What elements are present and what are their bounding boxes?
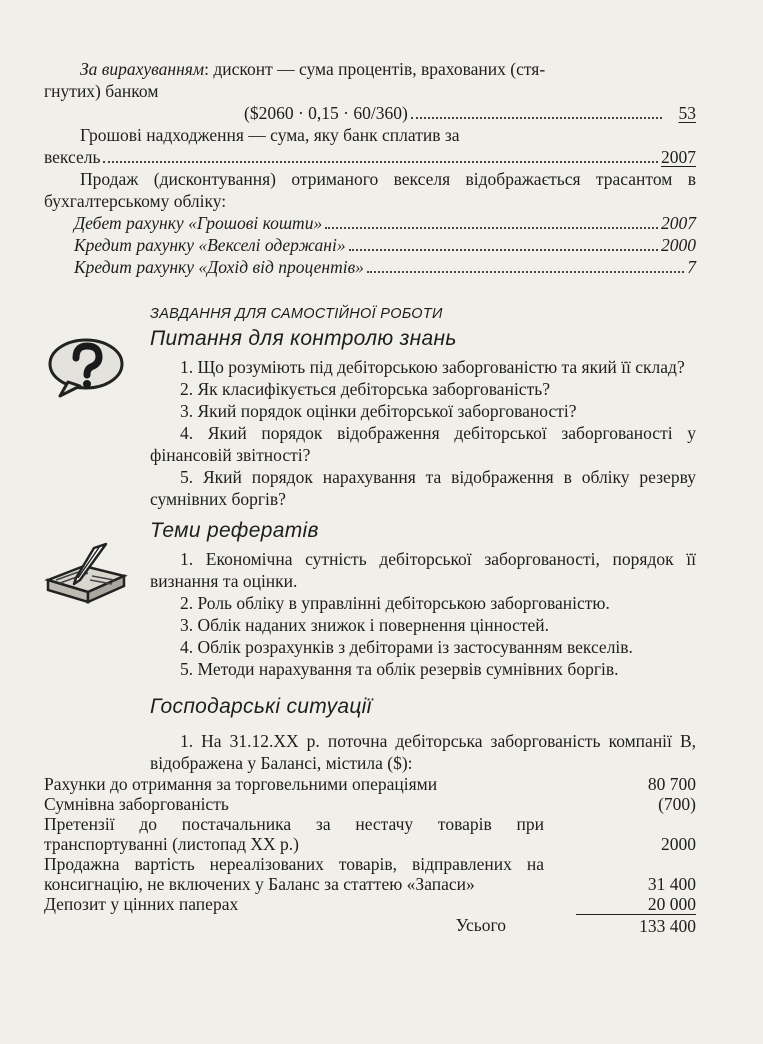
calc-line-1: За вирахуванням: дисконт — сума процентів, врахованих (стя- bbox=[80, 59, 546, 79]
questions-list bbox=[44, 356, 696, 510]
list-item: 2. Роль обліку в управлінні дебіторською заборгованістю. bbox=[180, 593, 610, 613]
entry-credit-interest: Кредит рахунку «Дохід від процентів» 7 bbox=[74, 257, 696, 277]
entry-debit-cash: Дебет рахунку «Грошові кошти» 2007 bbox=[74, 213, 696, 233]
topics-list bbox=[44, 548, 696, 680]
table-row: Продажна вартість нереалізованих товарів, відправлених на консигнацію, не включених у Баланс за статтею «Запаси» 31 400 bbox=[44, 854, 696, 894]
list-item: 5. Який порядок нарахування та відображення в обліку резерву сумнівних боргів? bbox=[150, 467, 696, 509]
table-row: Сумнівна заборгованість (700) bbox=[44, 794, 696, 814]
task-title: ЗАВДАННЯ ДЛЯ САМОСТІЙНОЇ РОБОТИ bbox=[150, 306, 443, 322]
list-item: 3. Який порядок оцінки дебіторської заборгованості? bbox=[180, 401, 577, 421]
list-item: 5. Методи нарахування та облік резервів сумнівних боргів. bbox=[180, 659, 619, 679]
list-item: 1. Економічна сутність дебіторської заборгованості, порядок її визнання та оцінки. bbox=[150, 549, 696, 591]
list-item: 1. Що розуміють під дебіторською заборгованістю та який її склад? bbox=[180, 357, 685, 377]
list-item: 4. Облік розрахунків з дебіторами із застосуванням векселів. bbox=[180, 637, 633, 657]
receivables-table bbox=[44, 774, 696, 937]
cash-line-1: Грошові надходження — сума, яку банк сплатив за bbox=[80, 125, 460, 145]
topics-heading: Теми рефератів bbox=[150, 519, 319, 542]
table-row: Претензії до постачальника за нестачу товарів при транспортуванні (листопад XX р.) 2000 bbox=[44, 814, 696, 854]
calc-line-2: гнутих) банком bbox=[44, 81, 159, 101]
entry-credit-bills: Кредит рахунку «Векселі одержані» 2000 bbox=[74, 235, 696, 255]
cash-row: вексель 2007 bbox=[44, 147, 696, 167]
page-content bbox=[44, 58, 696, 937]
formula-row: ($2060 · 0,15 · 60/360) 53 bbox=[244, 103, 696, 123]
list-item: 3. Облік наданих знижок і повернення цінностей. bbox=[180, 615, 550, 635]
situations-heading: Господарські ситуації bbox=[150, 695, 372, 718]
sale-paragraph: Продаж (дисконтування) отриманого векселя відображається трасантом в бухгалтерському обліку: bbox=[44, 169, 696, 211]
situations-intro: 1. На 31.12.XX р. поточна дебіторська заборгованість компанії В, відображена у Балансі, містила ($): bbox=[150, 731, 696, 773]
total-row: Усього 133 400 bbox=[455, 915, 696, 936]
questions-heading: Питання для контролю знань bbox=[150, 327, 457, 350]
table-row: Рахунки до отримання за торговельними операціями 80 700 bbox=[44, 774, 696, 794]
list-item: 4. Який порядок відображення дебіторської заборгованості у фінансовій звітності? bbox=[150, 423, 696, 465]
table-row: Депозит у цінних паперах 20 000 bbox=[44, 894, 696, 914]
list-item: 2. Як класифікується дебіторська заборгованість? bbox=[180, 379, 550, 399]
